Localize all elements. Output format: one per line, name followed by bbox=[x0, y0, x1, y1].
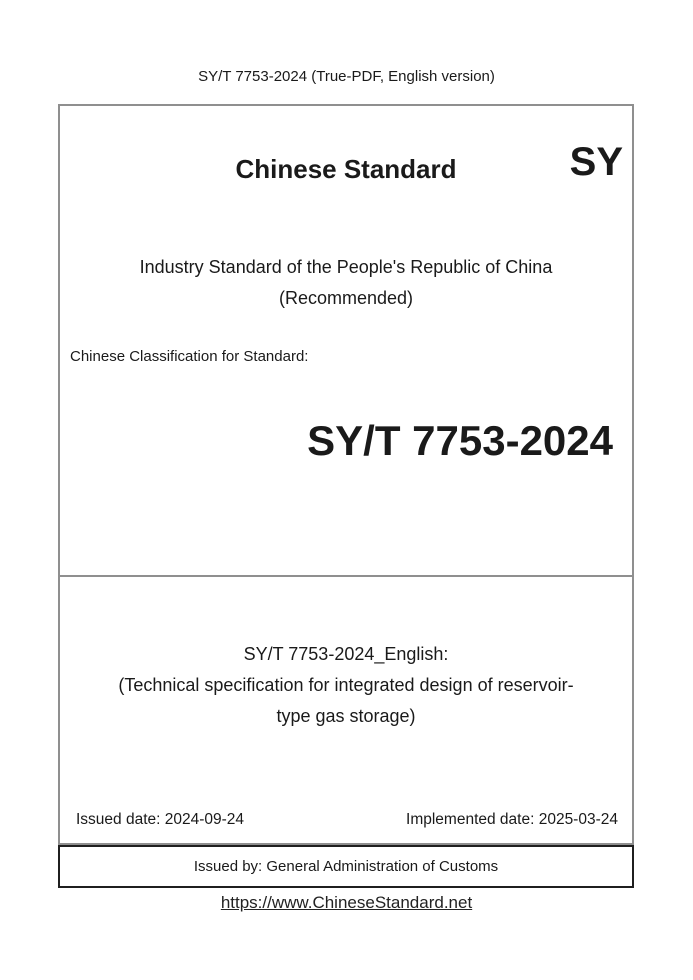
issuer-box bbox=[58, 845, 634, 888]
brand-logo: SY bbox=[569, 140, 623, 184]
classification-label: Chinese Classification for Standard: bbox=[70, 348, 309, 365]
brand-title: Chinese Standard bbox=[235, 154, 457, 184]
standard-subtitle bbox=[60, 252, 632, 314]
implemented-date: Implemented date: 2025-03-24 bbox=[406, 811, 618, 828]
footer bbox=[0, 893, 693, 913]
subtitle-line-2: (Recommended) bbox=[278, 288, 414, 308]
cover-main-box bbox=[58, 104, 634, 845]
website-link[interactable]: https://www.ChineseStandard.net bbox=[220, 893, 473, 912]
dates-row bbox=[60, 810, 632, 830]
english-title-line-3: type gas storage) bbox=[276, 706, 416, 726]
document-reference-header: SY/T 7753-2024 (True-PDF, English version) bbox=[198, 68, 495, 85]
standard-code: SY/T 7753-2024 bbox=[307, 417, 613, 464]
english-title-line-2: (Technical specification for integrated design of reservoir- bbox=[118, 675, 574, 695]
english-title-line-1: SY/T 7753-2024_English: bbox=[243, 644, 449, 664]
subtitle-line-1: Industry Standard of the People's Republic of China bbox=[139, 257, 553, 277]
english-title bbox=[60, 639, 632, 732]
section-divider bbox=[60, 575, 632, 577]
issued-by-text: Issued by: General Administration of Customs bbox=[193, 858, 499, 875]
issued-date: Issued date: 2024-09-24 bbox=[76, 811, 245, 828]
